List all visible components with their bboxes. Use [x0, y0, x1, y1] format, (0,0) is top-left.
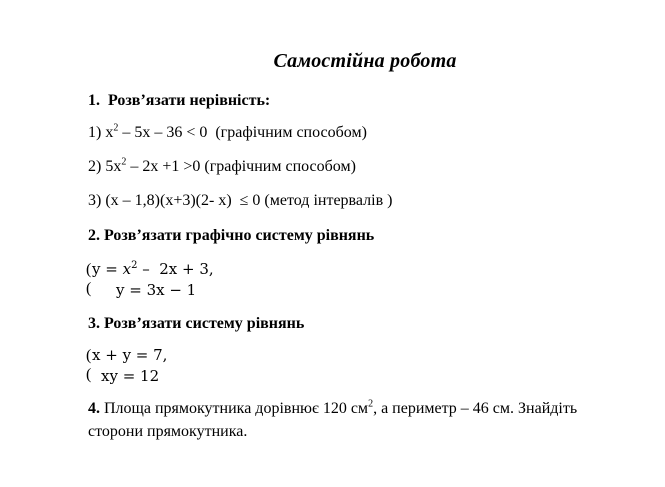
system-brace-top: ( [86, 347, 92, 364]
item-number: 3) [88, 192, 102, 209]
task4-line-2: сторони прямокутника. [88, 423, 248, 440]
system-brace-bottom: ( [86, 280, 92, 297]
exponent: 2 [121, 156, 127, 168]
exponent: 2 [368, 398, 374, 410]
task2-heading: 2. Розв’язати графічно систему рівнянь [88, 227, 375, 244]
eq-rest: – 2x + 3, [137, 260, 214, 278]
task4-text-rest: , а периметр – 46 см. Знайдіть [373, 400, 578, 417]
item-expr-rest: – 5x – 36 < 0 (графічним способом) [118, 124, 367, 141]
item-number: 1) [88, 124, 102, 141]
item-expr-rest: – 2x +1 >0 (графічним способом) [126, 158, 356, 175]
item-expr-part: 5x [105, 158, 122, 175]
task4-number: 4. [88, 400, 100, 417]
task1-number: 1. [88, 92, 100, 109]
task2-equation-1 [92, 260, 214, 278]
task4-text: Площа прямокутника дорівнює 120 см [100, 400, 369, 417]
task3-heading: 3. Розв’язати систему рівнянь [88, 315, 305, 332]
system-brace-bottom: ( [86, 366, 92, 383]
task1-heading-text: Розв’язати нерівність: [108, 92, 271, 109]
item-expr: (x – 1,8)(x+3)(2- x) ≤ 0 (метод інтервалів ) [105, 192, 393, 209]
item-number: 2) [88, 158, 102, 175]
item-expr-part: x [105, 124, 114, 141]
task1-heading [88, 92, 270, 110]
task3-equation-2: xy = 12 [101, 367, 160, 385]
task3-equation-1: x + y = 7, [92, 346, 168, 364]
task1-item-3 [88, 192, 392, 210]
exponent: 2 [113, 122, 119, 134]
task2-equation-2: y = 3x − 1 [116, 281, 197, 299]
exponent: 2 [131, 260, 138, 271]
task1-item-1 [88, 124, 367, 142]
system-brace-top: ( [86, 261, 92, 278]
page-title: Самостійна робота [273, 50, 457, 72]
task4-line-1 [88, 400, 577, 418]
eq-var: x [122, 260, 132, 278]
task1-item-2 [88, 158, 356, 176]
eq-lhs: y = [92, 260, 123, 278]
